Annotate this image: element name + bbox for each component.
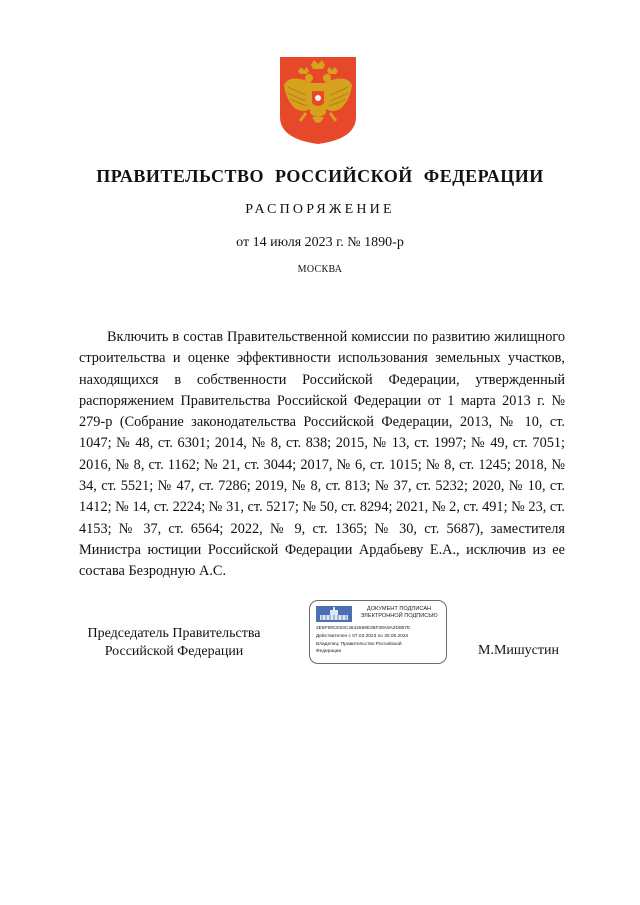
stamp-owner-line1: Владелец: Правительство Российской <box>316 642 402 647</box>
document-type: РАСПОРЯЖЕНИЕ <box>245 202 395 217</box>
stamp-owner-line2: Федерации <box>316 649 342 654</box>
coat-of-arms-emblem <box>276 55 360 145</box>
document-title: ПРАВИТЕЛЬСТВО РОССИЙСКОЙ ФЕДЕРАЦИИ <box>96 166 544 186</box>
stamp-certificate: 2E6F99CE53C4642668E36F38A9A3D867E <box>316 626 411 631</box>
stamp-heading-line2: ЭЛЕКТРОННОЙ ПОДПИСЬЮ <box>360 613 438 619</box>
document-date-number: от 14 июля 2023 г. № 1890-р <box>236 235 404 250</box>
document-body: Включить в состав Правительственной комиссии по развитию жилищного строительства и оценке эффективности использования земельных участков, находящихся в собственности Российской Федерации, утвержденный распоряжением Правительства Российской Федерации от 1 марта 2013 г. № 279-р (Собрание законодательства Российской Федерации, 2013, № 10, ст. 1047; № 48, ст. 6301; 2014, № 8, ст. 838; 2015, № 13, ст. 1997; № 49, ст. 7051; 2016, № 8, ст. 1162; № 21, ст. 3044; 2017, № 6, ст. 1015; № 8, ст. 1245; 2018, № 34, ст. 5521; № 47, ст. 7286; 2019, № 8, ст. 813; № 37, ст. 5232; 2020, № 10, ст. 1412; № 14, ст. 2224; № 31, ст. 5217; № 50, ст. 8294; 2021, № 2, ст. 491; № 23, ст. 4153; № 37, ст. 6564; 2022, № 9, ст. 1365; № 30, ст. 5687), заместителя Министра юстиции Российской Федерации Ардабьеву Е.А., исключив из ее состава Безродную А.С. <box>79 329 565 580</box>
stamp-heading <box>354 606 444 620</box>
signatory-title-line2: Российской Федерации <box>104 644 244 659</box>
stamp-heading-line1: ДОКУМЕНТ ПОДПИСАН <box>366 606 432 612</box>
document-city: МОСКВА <box>297 264 343 275</box>
government-building-icon <box>316 606 352 622</box>
signatory-name: М.Мишустин <box>478 643 559 658</box>
signatory-title-line1: Председатель Правительства <box>87 626 261 641</box>
stamp-validity: Действителен с 07.03.2023 по 30.05.2024 <box>316 634 409 639</box>
electronic-signature-stamp <box>309 600 447 664</box>
signatory-title <box>79 625 269 661</box>
